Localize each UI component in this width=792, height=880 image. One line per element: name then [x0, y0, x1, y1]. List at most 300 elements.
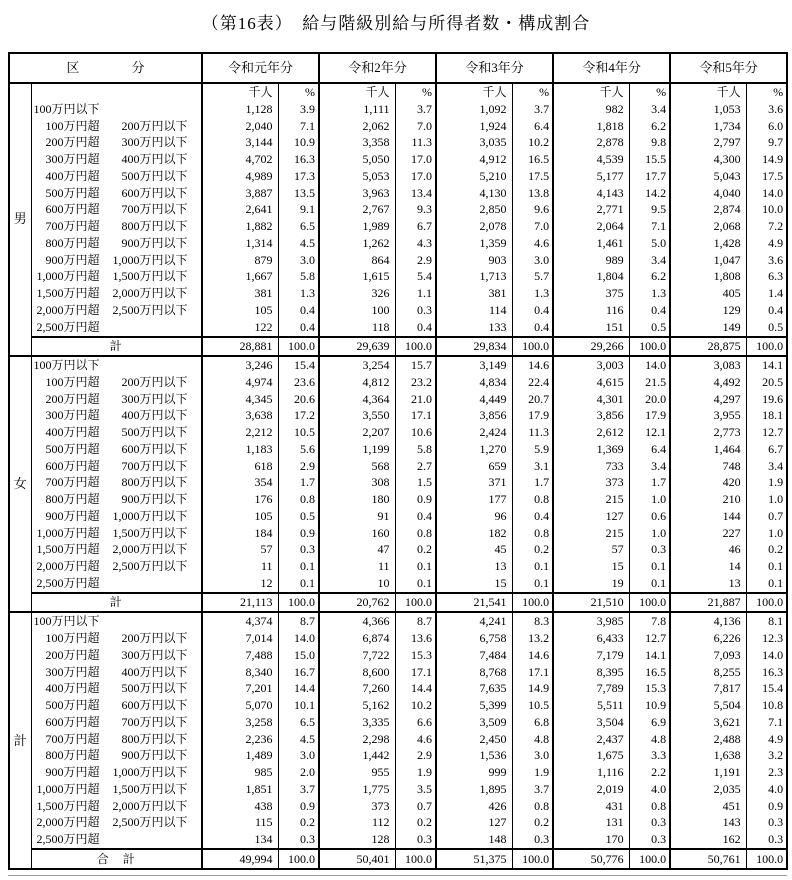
value-cell: 5,162	[319, 697, 395, 714]
class-label	[31, 374, 202, 391]
value-cell: 57	[553, 542, 629, 559]
percent-cell: 14.1	[629, 647, 670, 664]
class-label	[31, 542, 202, 559]
class-label-lower: 1,000万円超	[36, 525, 100, 540]
percent-cell: 10.5	[512, 697, 553, 714]
value-cell: 1,536	[436, 748, 512, 765]
percent-cell: 12.3	[746, 630, 787, 647]
value-cell: 733	[553, 458, 629, 475]
value-cell: 47	[319, 542, 395, 559]
percent-cell: 0.2	[512, 815, 553, 832]
class-label-upper: 700万円以下	[121, 458, 188, 473]
percent-cell: 0.9	[746, 798, 787, 815]
class-label-inner	[32, 833, 202, 846]
total-value-cell: 21,113	[202, 593, 278, 612]
percent-cell: 17.2	[278, 408, 319, 425]
percent-cell: 0.4	[512, 302, 553, 319]
value-cell: 6,433	[553, 630, 629, 647]
class-label	[31, 831, 202, 849]
class-label-inner	[32, 766, 202, 779]
percent-cell: 3.0	[278, 252, 319, 269]
value-cell: 115	[202, 815, 278, 832]
class-label-inner	[32, 321, 202, 334]
percent-cell: 0.2	[512, 542, 553, 559]
value-cell: 7,260	[319, 681, 395, 698]
value-cell: 215	[553, 525, 629, 542]
value-cell: 3,144	[202, 135, 278, 152]
percent-cell: 6.9	[629, 714, 670, 731]
value-cell: 114	[436, 302, 512, 319]
value-cell: 3,358	[319, 135, 395, 152]
class-label-inner	[32, 543, 202, 556]
class-label	[31, 135, 202, 152]
group-label-female: 女	[9, 356, 31, 612]
class-label-inner	[32, 136, 202, 149]
class-label	[31, 491, 202, 508]
class-label	[31, 714, 202, 731]
total-percent-cell: 100.0	[512, 593, 553, 612]
class-label	[31, 508, 202, 525]
class-label	[31, 285, 202, 302]
value-cell: 4,449	[436, 391, 512, 408]
table-row	[9, 302, 787, 319]
percent-cell: 7.1	[746, 714, 787, 731]
percent-cell: 9.6	[512, 202, 553, 219]
value-cell: 177	[436, 491, 512, 508]
percent-cell: 0.7	[395, 798, 436, 815]
class-label-upper: 600万円以下	[121, 698, 188, 713]
percent-cell: 23.2	[395, 374, 436, 391]
class-label-lower: 900万円超	[45, 252, 100, 267]
percent-cell: 3.6	[746, 252, 787, 269]
total-percent-cell: 100.0	[629, 593, 670, 612]
section-total-label: 合 計	[31, 849, 202, 869]
value-cell: 3,504	[553, 714, 629, 731]
value-cell: 3,856	[553, 408, 629, 425]
group-label-all: 計	[9, 612, 31, 869]
percent-cell: 1.7	[278, 475, 319, 492]
percent-cell: 0.4	[278, 319, 319, 337]
percent-cell: 10.5	[278, 424, 319, 441]
percent-cell: 3.7	[278, 781, 319, 798]
class-label-lower: 100万円超	[45, 118, 100, 133]
value-cell: 375	[553, 285, 629, 302]
value-cell: 10	[319, 575, 395, 593]
value-cell: 3,856	[436, 408, 512, 425]
total-value-cell: 50,761	[670, 849, 746, 869]
value-cell: 438	[202, 798, 278, 815]
percent-cell: 1.9	[746, 475, 787, 492]
class-label	[31, 441, 202, 458]
percent-cell: 0.9	[278, 798, 319, 815]
class-label	[31, 269, 202, 286]
percent-cell: 3.0	[512, 748, 553, 765]
percent-cell: 1.0	[629, 525, 670, 542]
class-label-lower: 300万円超	[45, 408, 100, 423]
percent-cell: 0.4	[512, 319, 553, 337]
total-percent-cell: 100.0	[746, 593, 787, 612]
percent-cell: 6.7	[746, 441, 787, 458]
value-cell: 6,226	[670, 630, 746, 647]
value-cell: 2,874	[670, 202, 746, 219]
percent-cell: 14.0	[629, 356, 670, 374]
value-cell: 4,374	[202, 612, 278, 630]
value-cell: 989	[553, 252, 629, 269]
percent-cell: 9.7	[746, 135, 787, 152]
percent-cell: 6.2	[629, 269, 670, 286]
value-cell: 4,492	[670, 374, 746, 391]
percent-cell: 10.6	[395, 424, 436, 441]
percent-cell: 3.4	[629, 252, 670, 269]
value-cell: 7,014	[202, 630, 278, 647]
percent-cell: 0.4	[746, 302, 787, 319]
percent-cell: 16.3	[746, 664, 787, 681]
value-cell: 4,539	[553, 151, 629, 168]
value-cell: 381	[202, 285, 278, 302]
total-percent-cell: 100.0	[512, 337, 553, 356]
value-cell: 144	[670, 508, 746, 525]
value-cell: 879	[202, 252, 278, 269]
value-cell: 45	[436, 542, 512, 559]
percent-cell: 0.4	[512, 508, 553, 525]
percent-cell: 21.5	[629, 374, 670, 391]
percent-cell: 1.0	[746, 525, 787, 542]
table-row	[9, 151, 787, 168]
class-label-inner	[32, 187, 202, 200]
value-cell: 3,955	[670, 408, 746, 425]
percent-cell: 3.0	[278, 748, 319, 765]
class-label	[31, 630, 202, 647]
unit-percent-label: %	[512, 83, 553, 101]
percent-cell: 20.0	[629, 391, 670, 408]
table-row	[9, 269, 787, 286]
section-total-row	[9, 593, 787, 612]
value-cell: 1,989	[319, 218, 395, 235]
value-cell: 3,887	[202, 185, 278, 202]
percent-cell: 17.7	[629, 168, 670, 185]
value-cell: 2,212	[202, 424, 278, 441]
percent-cell: 10.8	[746, 697, 787, 714]
class-label-inner	[32, 203, 202, 216]
total-value-cell: 28,875	[670, 337, 746, 356]
class-label-lower: 1,000万円超	[36, 781, 100, 796]
value-cell: 451	[670, 798, 746, 815]
percent-cell: 4.9	[746, 731, 787, 748]
table-row	[9, 135, 787, 152]
total-value-cell: 20,762	[319, 593, 395, 612]
value-cell: 3,083	[670, 356, 746, 374]
percent-cell: 0.7	[746, 508, 787, 525]
table-row	[9, 319, 787, 337]
class-label	[31, 575, 202, 593]
value-cell: 1,047	[670, 252, 746, 269]
table-row	[9, 408, 787, 425]
percent-cell: 6.2	[629, 118, 670, 135]
total-value-cell: 29,266	[553, 337, 629, 356]
class-label-upper: 300万円以下	[121, 647, 188, 662]
value-cell: 2,062	[319, 118, 395, 135]
class-label	[31, 185, 202, 202]
value-cell: 985	[202, 764, 278, 781]
percent-cell: 3.7	[512, 101, 553, 118]
percent-cell: 1.7	[512, 475, 553, 492]
table-row	[9, 781, 787, 798]
percent-cell: 0.3	[746, 831, 787, 849]
class-label-inner	[32, 170, 202, 183]
class-label-upper: 500万円以下	[121, 168, 188, 183]
percent-cell: 7.2	[746, 218, 787, 235]
value-cell: 7,817	[670, 681, 746, 698]
table-row	[9, 356, 787, 374]
class-label	[31, 356, 202, 374]
value-cell: 112	[319, 815, 395, 832]
percent-cell: 0.5	[746, 319, 787, 337]
value-cell: 1,461	[553, 235, 629, 252]
class-label	[31, 558, 202, 575]
table-row	[9, 815, 787, 832]
value-cell: 381	[436, 285, 512, 302]
percent-cell: 3.7	[512, 781, 553, 798]
value-cell: 184	[202, 525, 278, 542]
percent-cell: 15.7	[395, 356, 436, 374]
class-label-inner	[32, 153, 202, 166]
value-cell: 215	[553, 491, 629, 508]
value-cell: 7,722	[319, 647, 395, 664]
class-label-lower: 200万円超	[45, 391, 100, 406]
class-label-lower: 500万円超	[45, 698, 100, 713]
class-label-upper: 200万円以下	[121, 374, 188, 389]
value-cell: 4,345	[202, 391, 278, 408]
table-row	[9, 798, 787, 815]
percent-cell: 6.5	[278, 714, 319, 731]
total-value-cell: 21,887	[670, 593, 746, 612]
unit-thousand-label: 千人	[553, 83, 629, 101]
value-cell: 4,974	[202, 374, 278, 391]
percent-cell: 14.2	[629, 185, 670, 202]
class-label-inner	[32, 476, 202, 489]
class-label-inner	[32, 376, 202, 389]
value-cell: 3,638	[202, 408, 278, 425]
percent-cell: 15.4	[278, 356, 319, 374]
class-label-lower: 400万円超	[45, 168, 100, 183]
class-label-upper: 2,000万円以下	[112, 286, 188, 301]
value-cell: 4,812	[319, 374, 395, 391]
class-label	[31, 475, 202, 492]
value-cell: 2,612	[553, 424, 629, 441]
percent-cell: 0.2	[395, 542, 436, 559]
value-cell: 4,241	[436, 612, 512, 630]
class-label-upper: 700万円以下	[121, 714, 188, 729]
table-row	[9, 714, 787, 731]
value-cell: 160	[319, 525, 395, 542]
class-label-inner	[32, 460, 202, 473]
class-label-inner	[32, 409, 202, 422]
percent-cell: 3.5	[395, 781, 436, 798]
year-header-r3: 令和3年分	[436, 53, 553, 83]
class-label-upper: 400万円以下	[121, 152, 188, 167]
value-cell: 3,509	[436, 714, 512, 731]
value-cell: 134	[202, 831, 278, 849]
percent-cell: 7.1	[278, 118, 319, 135]
table-row	[9, 491, 787, 508]
percent-cell: 5.7	[512, 269, 553, 286]
header-row	[9, 53, 787, 83]
value-cell: 1,808	[670, 269, 746, 286]
percent-cell: 3.9	[278, 101, 319, 118]
percent-cell: 3.6	[746, 101, 787, 118]
category-header: 区 分	[9, 53, 202, 83]
value-cell: 1,895	[436, 781, 512, 798]
percent-cell: 0.3	[395, 831, 436, 849]
unit-percent-label: %	[395, 83, 436, 101]
percent-cell: 8.1	[746, 612, 787, 630]
value-cell: 1,128	[202, 101, 278, 118]
total-percent-cell: 100.0	[278, 849, 319, 869]
value-cell: 129	[670, 302, 746, 319]
class-label-lower: 700万円超	[45, 475, 100, 490]
class-label-inner	[32, 615, 202, 628]
value-cell: 4,615	[553, 374, 629, 391]
percent-cell: 0.1	[629, 558, 670, 575]
percent-cell: 2.7	[395, 458, 436, 475]
value-cell: 903	[436, 252, 512, 269]
value-cell: 420	[670, 475, 746, 492]
class-label-upper: 300万円以下	[121, 391, 188, 406]
percent-cell: 0.3	[395, 302, 436, 319]
class-label-upper: 2,500万円以下	[112, 302, 188, 317]
table-row	[9, 612, 787, 630]
class-label	[31, 408, 202, 425]
percent-cell: 1.9	[395, 764, 436, 781]
value-cell: 1,183	[202, 441, 278, 458]
unit-thousand-label: 千人	[436, 83, 512, 101]
table-row	[9, 475, 787, 492]
percent-cell: 0.1	[395, 575, 436, 593]
percent-cell: 1.0	[746, 491, 787, 508]
class-label-lower: 2,000万円超	[36, 559, 100, 574]
value-cell: 46	[670, 542, 746, 559]
percent-cell: 17.0	[395, 151, 436, 168]
percent-cell: 3.4	[746, 458, 787, 475]
year-header-r2: 令和2年分	[319, 53, 436, 83]
class-label-upper: 500万円以下	[121, 681, 188, 696]
class-label-inner	[32, 816, 202, 829]
table-row	[9, 508, 787, 525]
table-row	[9, 697, 787, 714]
table-row	[9, 664, 787, 681]
class-label-upper: 800万円以下	[121, 219, 188, 234]
value-cell: 2,040	[202, 118, 278, 135]
class-label	[31, 748, 202, 765]
class-label	[31, 101, 202, 118]
class-label	[31, 764, 202, 781]
class-label-inner	[32, 359, 202, 372]
value-cell: 1,359	[436, 235, 512, 252]
value-cell: 148	[436, 831, 512, 849]
table-row	[9, 575, 787, 593]
table-row	[9, 374, 787, 391]
class-label	[31, 697, 202, 714]
table-row	[9, 118, 787, 135]
value-cell: 118	[319, 319, 395, 337]
percent-cell: 8.7	[278, 612, 319, 630]
class-label-inner	[32, 666, 202, 679]
percent-cell: 2.9	[395, 748, 436, 765]
percent-cell: 0.4	[629, 302, 670, 319]
class-label-inner	[32, 237, 202, 250]
percent-cell: 10.9	[278, 135, 319, 152]
percent-cell: 0.3	[629, 542, 670, 559]
percent-cell: 5.8	[395, 441, 436, 458]
percent-cell: 4.8	[629, 731, 670, 748]
percent-cell: 1.4	[746, 285, 787, 302]
percent-cell: 0.8	[278, 491, 319, 508]
total-percent-cell: 100.0	[746, 849, 787, 869]
class-label-upper: 1,000万円以下	[112, 252, 188, 267]
value-cell: 131	[553, 815, 629, 832]
class-label-inner	[32, 426, 202, 439]
percent-cell: 16.3	[278, 151, 319, 168]
percent-cell: 0.1	[278, 558, 319, 575]
percent-cell: 0.8	[512, 798, 553, 815]
total-value-cell: 50,776	[553, 849, 629, 869]
value-cell: 133	[436, 319, 512, 337]
value-cell: 4,130	[436, 185, 512, 202]
value-cell: 1,116	[553, 764, 629, 781]
value-cell: 96	[436, 508, 512, 525]
class-label	[31, 151, 202, 168]
value-cell: 1,191	[670, 764, 746, 781]
percent-cell: 13.2	[512, 630, 553, 647]
class-label-lower: 1,500万円超	[36, 798, 100, 813]
total-value-cell: 21,510	[553, 593, 629, 612]
class-label-upper: 1,500万円以下	[112, 269, 188, 284]
table-row	[9, 185, 787, 202]
value-cell: 3,621	[670, 714, 746, 731]
class-label-upper: 300万円以下	[121, 135, 188, 150]
percent-cell: 1.3	[278, 285, 319, 302]
table-row	[9, 441, 787, 458]
percent-cell: 14.4	[395, 681, 436, 698]
class-label	[31, 118, 202, 135]
value-cell: 1,713	[436, 269, 512, 286]
value-cell: 999	[436, 764, 512, 781]
value-cell: 116	[553, 302, 629, 319]
value-cell: 1,442	[319, 748, 395, 765]
value-cell: 308	[319, 475, 395, 492]
value-cell: 3,003	[553, 356, 629, 374]
value-cell: 128	[319, 831, 395, 849]
class-label-lower: 2,500万円超	[36, 319, 100, 334]
unit-thousand-label: 千人	[670, 83, 746, 101]
percent-cell: 7.1	[629, 218, 670, 235]
value-cell: 2,064	[553, 218, 629, 235]
value-cell: 7,635	[436, 681, 512, 698]
class-label-inner	[32, 749, 202, 762]
value-cell: 618	[202, 458, 278, 475]
class-label-lower: 800万円超	[45, 235, 100, 250]
value-cell: 11	[202, 558, 278, 575]
value-cell: 1,314	[202, 235, 278, 252]
table-row	[9, 101, 787, 118]
section-total-label: 計	[31, 337, 202, 356]
value-cell: 182	[436, 525, 512, 542]
percent-cell: 6.8	[512, 714, 553, 731]
total-percent-cell: 100.0	[512, 849, 553, 869]
class-label	[31, 815, 202, 832]
percent-cell: 0.9	[395, 491, 436, 508]
class-label-lower: 300万円超	[45, 152, 100, 167]
